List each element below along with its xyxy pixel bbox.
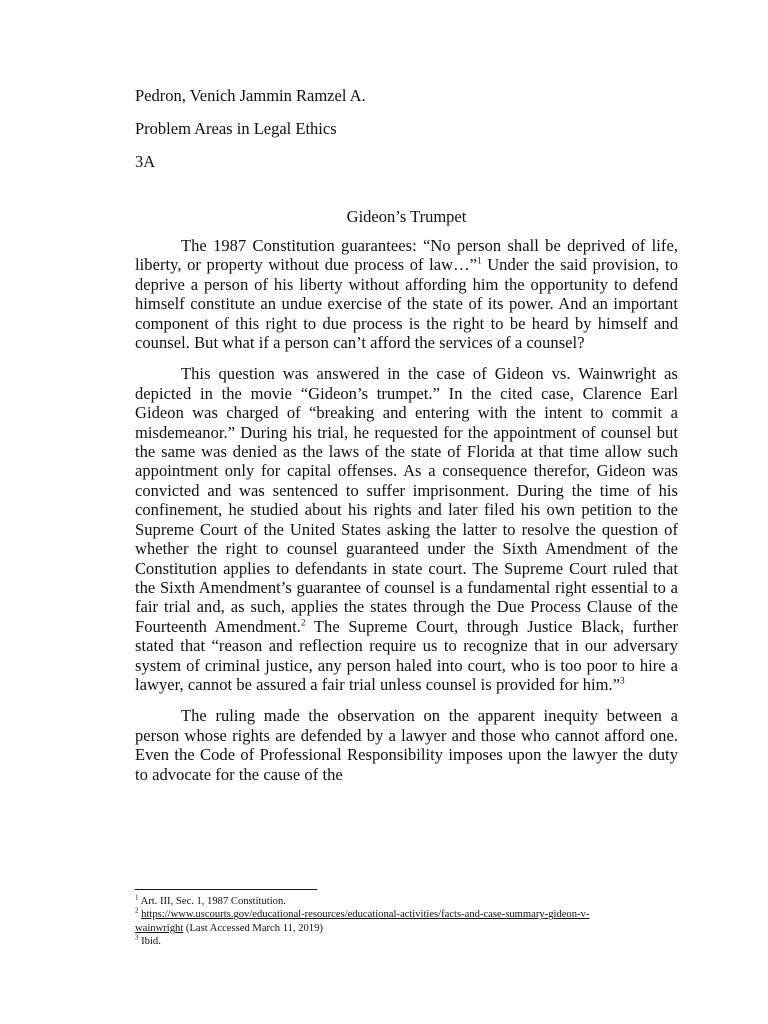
essay-body — [135, 236, 678, 796]
paragraph-1 — [135, 236, 678, 352]
paragraph-1-text-b: Under the said provision, to deprive a person of his liberty without affording him the opportunity to defend himself constitute an undue exercise of the state of its power. And an important component of this right to due process is the right to be heard by himself and counsel. But what if a person can’t afford the services of a counsel? — [135, 255, 678, 353]
section-name: 3A — [135, 152, 156, 171]
essay-title: Gideon’s Trumpet — [346, 207, 467, 226]
footnote-3 — [135, 935, 635, 948]
course-name: Problem Areas in Legal Ethics — [135, 119, 337, 138]
paragraph-2-text-a: This question was answered in the case of Gideon vs. Wainwright as depicted in the movie “Gideon’s trumpet.” In the cited case, Clarence Earl Gideon was charged of “breaking and entering with the intent to commit a misdemeanor.” During his trial, he requested for the appointment of counsel but the same was denied as the laws of the state of Florida at that time allow such appointment only for capital offenses. As a consequence therefor, Gideon was convicted and was sentenced to suffer imprisonment. During the time of his confinement, he studied about his rights and later filed his own petition to the Supreme Court of the United States asking the latter to resolve the question of whether the right to counsel guaranteed under the Sixth Amendment of the Constitution applies to defendants in state court. The Supreme Court ruled that the Sixth Amendment’s guarantee of counsel is a fundamental right essential to a fair trial and, as such, applies the states through the Due Process Clause of the Fourteenth Amendment. — [135, 364, 678, 636]
paragraph-3: The ruling made the observation on the apparent inequity between a person whose rights are defended by a lawyer and those who cannot afford one. Even the Code of Professional Responsibility imposes upon the lawyer the duty to advocate for the cause of the — [135, 706, 678, 784]
paragraph-2 — [135, 364, 678, 694]
footnote-number: 1 — [135, 893, 139, 902]
document-header — [135, 86, 695, 185]
footnote-text: Art. III, Sec. 1, 1987 Constitution. — [138, 896, 286, 907]
footnote-separator — [135, 889, 317, 890]
footnote-2 — [135, 908, 635, 935]
footnote-ref-2[interactable]: 2 — [300, 617, 306, 628]
author-name: Pedron, Venich Jammin Ramzel A. — [135, 86, 366, 105]
footnote-text: Ibid. — [138, 936, 161, 948]
footnote-text: (Last Accessed March 11, 2019) — [183, 922, 323, 934]
paragraph-2-text-b: The Supreme Court, through Justice Black, further stated that “reason and reflection require us to recognize that in our adversary system of criminal justice, any person haled into court, who is too poor to hire a lawyer, cannot be assured a fair trial unless counsel is provided for him.” — [135, 616, 678, 694]
footnotes — [135, 895, 635, 949]
footnote-ref-3[interactable]: 3 — [620, 675, 625, 686]
footnote-ref-1[interactable]: 1 — [477, 255, 482, 266]
footnote-number: 3 — [135, 933, 139, 942]
footnote-number: 2 — [135, 906, 139, 915]
footnote-link[interactable]: https://www.uscourts.gov/educational-resources/educational-activities/facts-and-case-summary-gideon-v-wainwright — [135, 909, 590, 934]
paragraph-1-text-a: The 1987 Constitution guarantees: “No person shall be deprived of life, liberty, or property without due process of law…” — [135, 236, 678, 275]
footnote-1 — [135, 895, 635, 908]
